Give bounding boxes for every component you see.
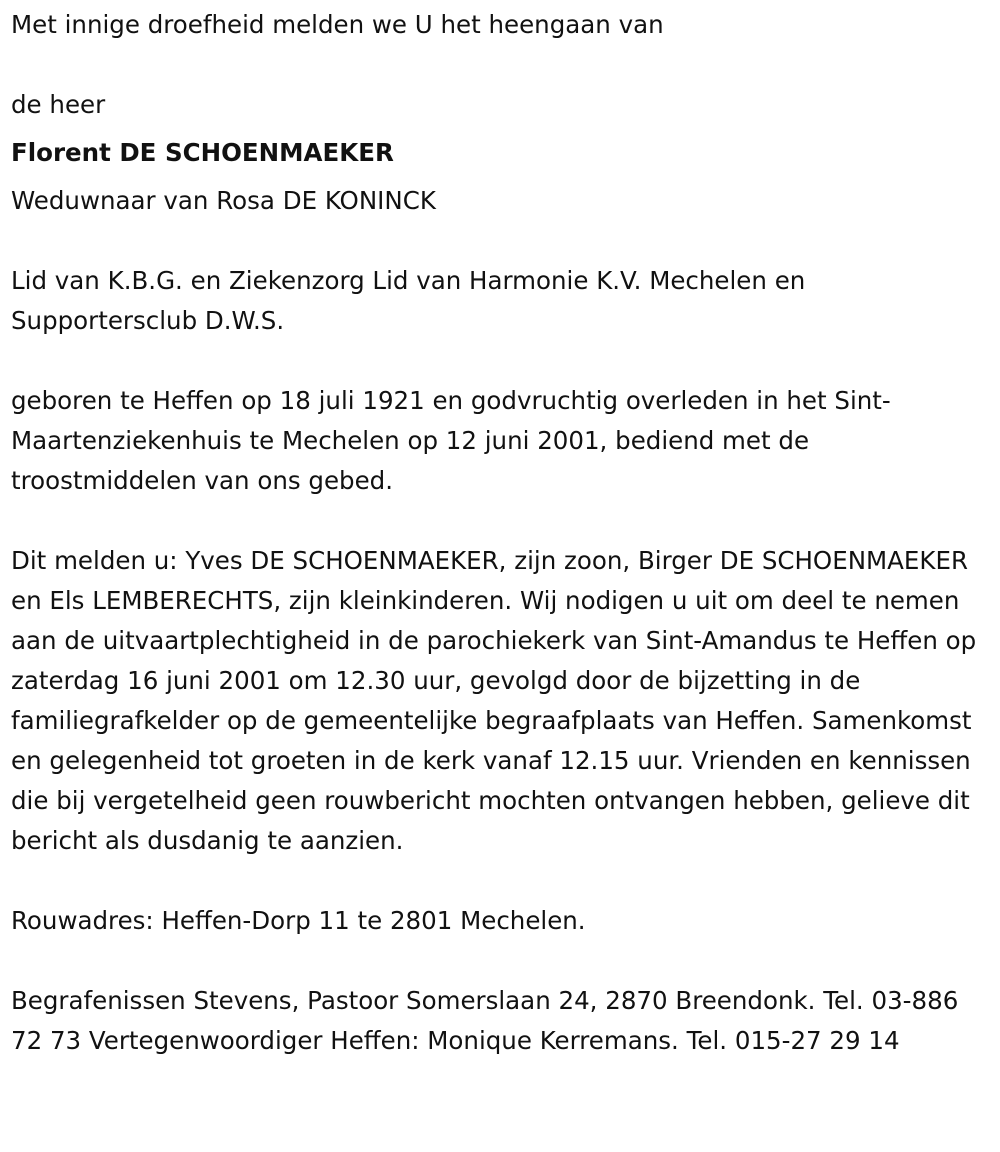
mourning-address: Rouwadres: Heffen-Dorp 11 te 2801 Mechelen.	[11, 906, 586, 935]
deceased-name: Florent DE SCHOENMAEKER	[11, 138, 394, 167]
funeral-announcement: Dit melden u: Yves DE SCHOENMAEKER, zijn zoon, Birger DE SCHOENMAEKER en Els LEMBERECHTS, zijn kleinkinderen. Wij nodigen u uit om deel te nemen aan de uitvaartplechtigheid in de parochiekerk van Sint-Amandus te Heffen op zaterdag 16 juni 2001 om 12.30 uur, gevolgd door de bijzetting in de familiegrafkelder op de gemeentelijke begraafplaats van Heffen. Samenkomst en gelegenheid tot groeten in de kerk vanaf 12.15 uur. Vrienden en kennissen die bij vergetelheid geen rouwbericht mochten ontvangen hebben, gelieve dit bericht als dusdanig te aanzien.	[11, 546, 977, 855]
memberships: Lid van K.B.G. en Ziekenzorg Lid van Harmonie K.V. Mechelen en Supportersclub D.W.S.	[11, 266, 806, 335]
birth-death-details: geboren te Heffen op 18 juli 1921 en godvruchtig overleden in het Sint-Maartenziekenhuis te Mechelen op 12 juni 2001, bediend met de troostmiddelen van ons gebed.	[11, 386, 891, 495]
salutation: de heer	[11, 90, 106, 119]
obituary-notice	[11, 5, 996, 1061]
intro-text: Met innige droefheid melden we U het heengaan van	[11, 10, 664, 39]
widower-of: Weduwnaar van Rosa DE KONINCK	[11, 186, 436, 215]
funeral-director: Begrafenissen Stevens, Pastoor Somerslaan 24, 2870 Breendonk. Tel. 03-886 72 73 Vertegenwoordiger Heffen: Monique Kerremans. Tel. 015-27 29 14	[11, 986, 959, 1055]
